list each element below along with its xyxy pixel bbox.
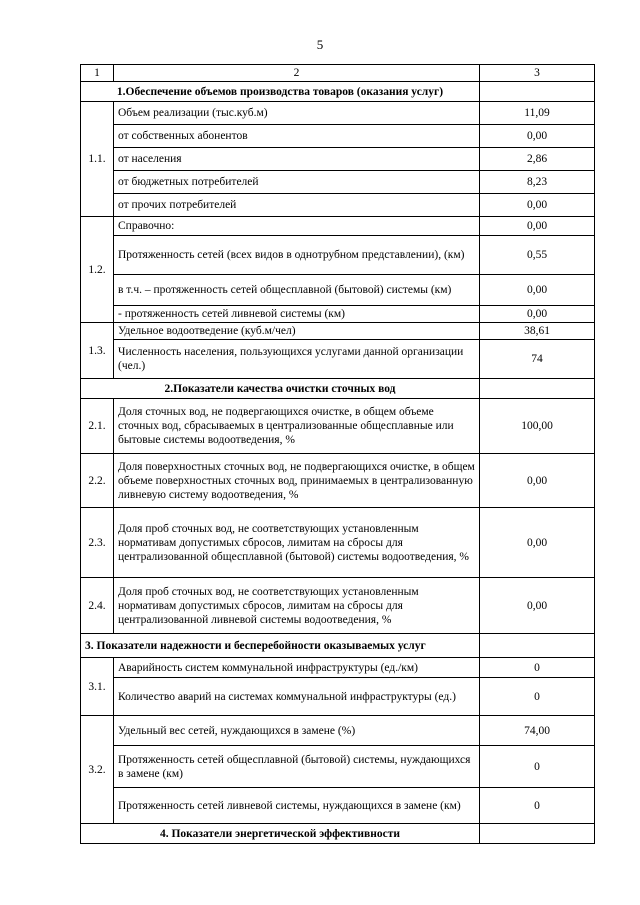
empty-cell xyxy=(480,379,595,399)
table-row xyxy=(81,217,595,236)
row-label: Протяженность сетей (всех видов в однотрубном представлении), (км) xyxy=(114,236,480,275)
table-row xyxy=(81,306,595,323)
row-label: Численность населения, пользующихся услугами данной организации (чел.) xyxy=(114,340,480,379)
row-label: Количество аварий на системах коммунальной инфраструктуры (ед.) xyxy=(114,678,480,716)
table-row xyxy=(81,125,595,148)
row-value: 0,00 xyxy=(480,508,595,578)
section-title: 2.Показатели качества очистки сточных вод xyxy=(81,379,480,399)
row-value: 0,00 xyxy=(480,275,595,306)
row-value: 0 xyxy=(480,658,595,678)
empty-cell xyxy=(480,634,595,658)
section-row xyxy=(81,824,595,844)
section-title: 3. Показатели надежности и бесперебойности оказываемых услуг xyxy=(81,634,480,658)
table-row xyxy=(81,323,595,340)
table-row xyxy=(81,399,595,454)
header-col-3: 3 xyxy=(480,65,595,82)
empty-cell xyxy=(480,824,595,844)
page-number: 5 xyxy=(316,37,324,52)
row-value: 0,00 xyxy=(480,217,595,236)
row-value: 0 xyxy=(480,678,595,716)
table-row xyxy=(81,102,595,125)
row-value: 0,00 xyxy=(480,454,595,508)
row-value: 0,00 xyxy=(480,194,595,217)
row-label: от бюджетных потребителей xyxy=(114,171,480,194)
row-number: 2.1. xyxy=(81,399,114,454)
row-number: 1.1. xyxy=(81,102,114,217)
section-row xyxy=(81,634,595,658)
row-label: Протяженность сетей ливневой системы, нуждающихся в замене (км) xyxy=(114,788,480,824)
row-label: от собственных абонентов xyxy=(114,125,480,148)
table-row xyxy=(81,658,595,678)
row-label: Доля проб сточных вод, не соответствующих установленным нормативам допустимых сбросов, лимитам на сбросы для централизованной общесплавной (бытовой) системы водоотведения, % xyxy=(114,508,480,578)
indicators-table xyxy=(80,64,595,844)
row-label: Протяженность сетей общесплавной (бытовой) системы, нуждающихся в замене (км) xyxy=(114,746,480,788)
table-header-row xyxy=(81,65,595,82)
header-col-1: 1 xyxy=(81,65,114,82)
row-label: Объем реализации (тыс.куб.м) xyxy=(114,102,480,125)
row-number: 2.4. xyxy=(81,578,114,634)
row-label: в т.ч. – протяженность сетей общесплавной (бытовой) системы (км) xyxy=(114,275,480,306)
row-label: Доля проб сточных вод, не соответствующих установленным нормативам допустимых сбросов, лимитам на сбросы для централизованной ливневой системы водоотведения, % xyxy=(114,578,480,634)
table-row xyxy=(81,454,595,508)
row-number: 2.2. xyxy=(81,454,114,508)
row-number: 3.1. xyxy=(81,658,114,716)
table-row xyxy=(81,746,595,788)
row-value: 0,00 xyxy=(480,125,595,148)
row-value: 38,61 xyxy=(480,323,595,340)
row-value: 2,86 xyxy=(480,148,595,171)
row-label: Справочно: xyxy=(114,217,480,236)
table-row xyxy=(81,716,595,746)
table-row xyxy=(81,236,595,275)
row-value: 0 xyxy=(480,746,595,788)
row-label: Аварийность систем коммунальной инфраструктуры (ед./км) xyxy=(114,658,480,678)
row-value: 100,00 xyxy=(480,399,595,454)
header-col-2: 2 xyxy=(114,65,480,82)
table-row xyxy=(81,788,595,824)
table-row xyxy=(81,678,595,716)
section-row xyxy=(81,82,595,102)
row-label: от населения xyxy=(114,148,480,171)
row-number: 3.2. xyxy=(81,716,114,824)
row-value: 8,23 xyxy=(480,171,595,194)
row-label: - протяженность сетей ливневой системы (км) xyxy=(114,306,480,323)
table-row xyxy=(81,508,595,578)
section-title: 1.Обеспечение объемов производства товаров (оказания услуг) xyxy=(81,82,480,102)
row-label: Доля сточных вод, не подвергающихся очистке, в общем объеме сточных вод, сбрасываемых в централизованные общесплавные или бытовые системы водоотведения, % xyxy=(114,399,480,454)
row-label: Доля поверхностных сточных вод, не подвергающихся очистке, в общем объеме поверхностных сточных вод, принимаемых в централизованную ливневую систему водоотведения, % xyxy=(114,454,480,508)
row-number: 2.3. xyxy=(81,508,114,578)
row-value: 0,00 xyxy=(480,306,595,323)
row-value: 0,00 xyxy=(480,578,595,634)
row-value: 74 xyxy=(480,340,595,379)
section-row xyxy=(81,379,595,399)
row-value: 11,09 xyxy=(480,102,595,125)
row-value: 0 xyxy=(480,788,595,824)
row-number: 1.3. xyxy=(81,323,114,379)
table-row xyxy=(81,340,595,379)
table-row xyxy=(81,148,595,171)
row-label: Удельный вес сетей, нуждающихся в замене (%) xyxy=(114,716,480,746)
row-number: 1.2. xyxy=(81,217,114,323)
row-label: от прочих потребителей xyxy=(114,194,480,217)
table-row xyxy=(81,194,595,217)
row-value: 0,55 xyxy=(480,236,595,275)
row-value: 74,00 xyxy=(480,716,595,746)
table-row xyxy=(81,171,595,194)
empty-cell xyxy=(480,82,595,102)
table-row xyxy=(81,275,595,306)
row-label: Удельное водоотведение (куб.м/чел) xyxy=(114,323,480,340)
section-title: 4. Показатели энергетической эффективности xyxy=(81,824,480,844)
table-row xyxy=(81,578,595,634)
